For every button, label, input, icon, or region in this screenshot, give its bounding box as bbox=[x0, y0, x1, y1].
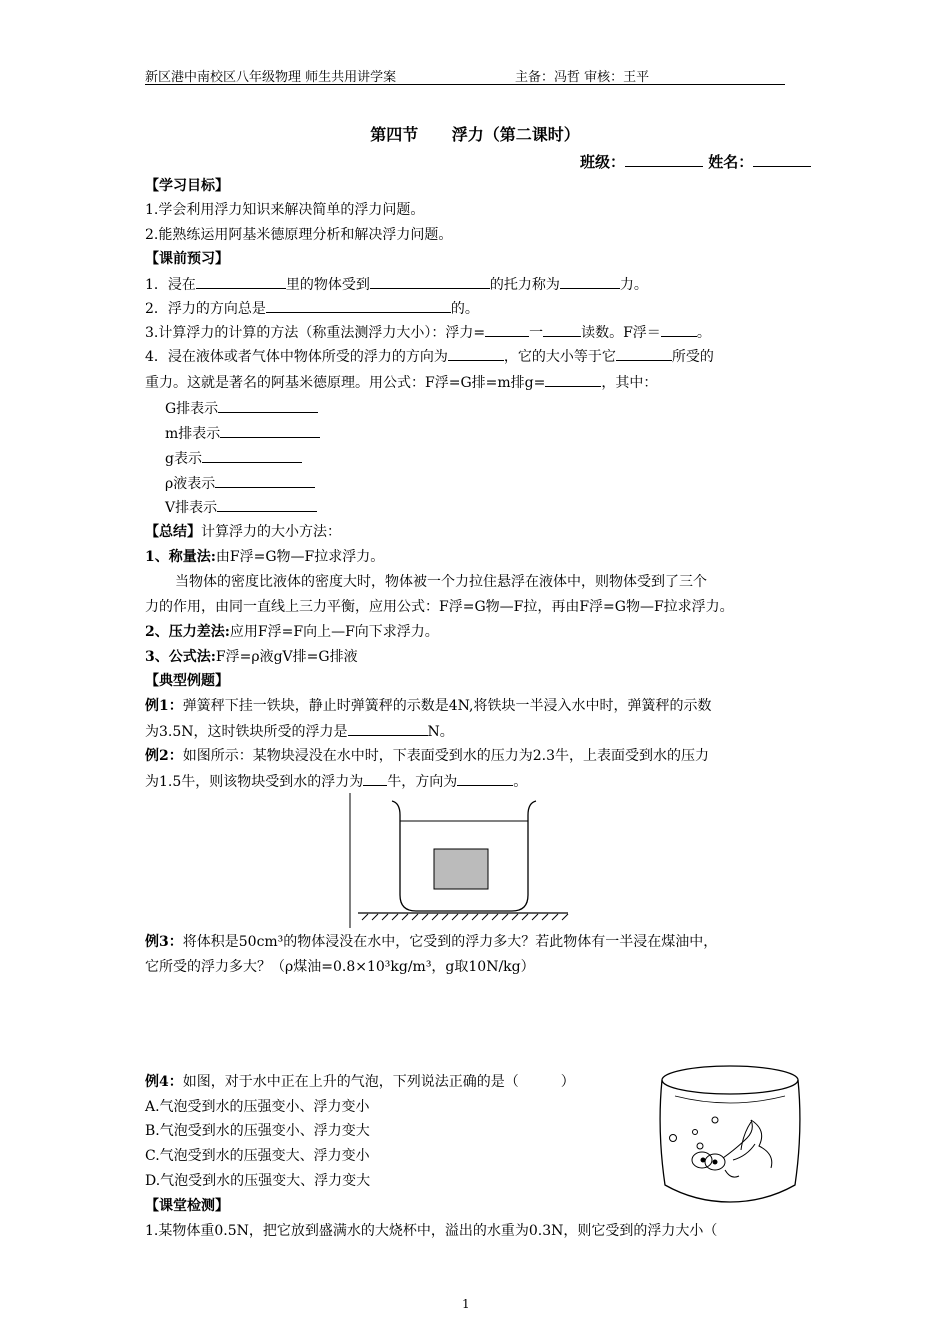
option-b: B.气泡受到水的压强变小、浮力变大 bbox=[145, 1123, 370, 1139]
blank[interactable] bbox=[215, 473, 315, 488]
blank[interactable] bbox=[448, 346, 504, 361]
def-m-pai: m排表示 bbox=[165, 423, 320, 444]
blank[interactable] bbox=[202, 448, 302, 463]
check-heading: 【课堂检测】 bbox=[145, 1198, 229, 1214]
preview-q4a: 4．浸在液体或者气体中物体所受的浮力的方向为 ，它的大小等于它 所受的 bbox=[145, 346, 714, 367]
objective-2: 2.能熟练运用阿基米德原理分析和解决浮力问题。 bbox=[145, 227, 453, 243]
blank[interactable] bbox=[218, 398, 318, 413]
blank[interactable] bbox=[661, 322, 697, 337]
blank[interactable] bbox=[457, 771, 513, 786]
blank[interactable] bbox=[196, 274, 286, 289]
option-a: A.气泡受到水的压强变小、浮力变小 bbox=[145, 1099, 370, 1115]
objective-1: 1.学会利用浮力知识来解决简单的浮力问题。 bbox=[145, 202, 425, 218]
example-1b: 为3.5N，这时铁块所受的浮力是 N。 bbox=[145, 721, 454, 742]
def-g: g表示 bbox=[165, 448, 302, 469]
method-1: 1、称量法:由F浮=G物—F拉求浮力。 bbox=[145, 549, 385, 565]
def-rho: ρ液表示 bbox=[165, 473, 315, 494]
example-3b: 它所受的浮力多大？（ρ煤油=0.8×10³kg/m³，g取10N/kg） bbox=[145, 959, 535, 975]
method-3: 3、公式法:F浮=ρ液gV排=G排液 bbox=[145, 649, 358, 665]
method-1-desc-2: 力的作用，由同一直线上三力平衡，应用公式：F浮=G物—F拉，再由F浮=G物—F拉求浮力。 bbox=[145, 599, 734, 615]
examples-heading: 【典型例题】 bbox=[145, 673, 229, 689]
blank[interactable] bbox=[545, 372, 601, 387]
blank[interactable] bbox=[370, 274, 490, 289]
section-label: 第四节 bbox=[370, 125, 419, 144]
check-q1: 1.某物体重0.5N，把它放到盛满水的大烧杯中，溢出的水重为0.3N，则它受到的浮力大小（ bbox=[145, 1223, 718, 1239]
method-1-desc-1: 当物体的密度比液体的密度大时，物体被一个力拉住悬浮在液体中，则物体受到了三个 bbox=[175, 574, 707, 590]
blank[interactable] bbox=[363, 771, 387, 786]
blank[interactable] bbox=[543, 322, 581, 337]
preview-q1: 1．浸在 里的物体受到 的托力称为 力。 bbox=[145, 274, 648, 295]
example-3a: 例3：将体积是50cm³的物体浸没在水中，它受到的浮力多大？若此物体有一半浸在煤油中， bbox=[145, 934, 718, 950]
blank[interactable] bbox=[560, 274, 620, 289]
class-blank[interactable] bbox=[625, 152, 703, 167]
option-d: D.气泡受到水的压强变大、浮力变大 bbox=[145, 1173, 371, 1189]
blank[interactable] bbox=[348, 721, 428, 736]
preview-q3: 3.计算浮力的计算的方法（称重法测浮力大小）：浮力= 一 读数。F浮＝ 。 bbox=[145, 322, 711, 343]
name-blank[interactable] bbox=[753, 152, 811, 167]
def-g-pai: G排表示 bbox=[165, 398, 318, 419]
class-name-line: 班级： 姓名： bbox=[580, 152, 811, 172]
topic-label: 浮力（第二课时） bbox=[451, 125, 580, 144]
blank[interactable] bbox=[485, 322, 529, 337]
blank[interactable] bbox=[616, 346, 672, 361]
preview-heading: 【课前预习】 bbox=[145, 251, 229, 267]
option-c: C.气泡受到水的压强变大、浮力变小 bbox=[145, 1148, 370, 1164]
fish-jar-figure bbox=[655, 1060, 805, 1205]
page-title bbox=[0, 122, 950, 145]
example-1a: 例1：弹簧秤下挂一铁块，静止时弹簧秤的示数是4N,将铁块一半浸入水中时，弹簧秤的示数 bbox=[145, 698, 712, 714]
beaker-block-figure bbox=[340, 793, 580, 928]
example-2a: 例2：如图所示：某物块浸没在水中时，下表面受到水的压力为2.3牛，上表面受到水的压力 bbox=[145, 748, 710, 764]
page-number: 1 bbox=[462, 1297, 470, 1311]
def-v-pai: V排表示 bbox=[165, 497, 317, 518]
summary-heading: 【总结】计算浮力的大小方法： bbox=[145, 524, 341, 540]
example-4: 例4：如图，对于水中正在上升的气泡，下列说法正确的是（ ） bbox=[145, 1074, 575, 1090]
blank[interactable] bbox=[266, 298, 451, 313]
method-2: 2、压力差法:应用F浮=F向上—F向下求浮力。 bbox=[145, 624, 439, 640]
preview-q4b: 重力。这就是著名的阿基米德原理。用公式：F浮=G排=m排g= ，其中： bbox=[145, 372, 657, 393]
example-2b: 为1.5牛，则该物块受到水的浮力为 牛，方向为 。 bbox=[145, 771, 527, 792]
blank[interactable] bbox=[217, 497, 317, 512]
header-right: 主备：冯哲 审核：王平 bbox=[515, 70, 650, 85]
page-header bbox=[145, 64, 785, 85]
preview-q2: 2．浮力的方向总是 的。 bbox=[145, 298, 479, 319]
blank[interactable] bbox=[220, 423, 320, 438]
header-left: 新区港中南校区八年级物理 师生共用讲学案 bbox=[145, 70, 397, 85]
objectives-heading: 【学习目标】 bbox=[145, 178, 229, 194]
